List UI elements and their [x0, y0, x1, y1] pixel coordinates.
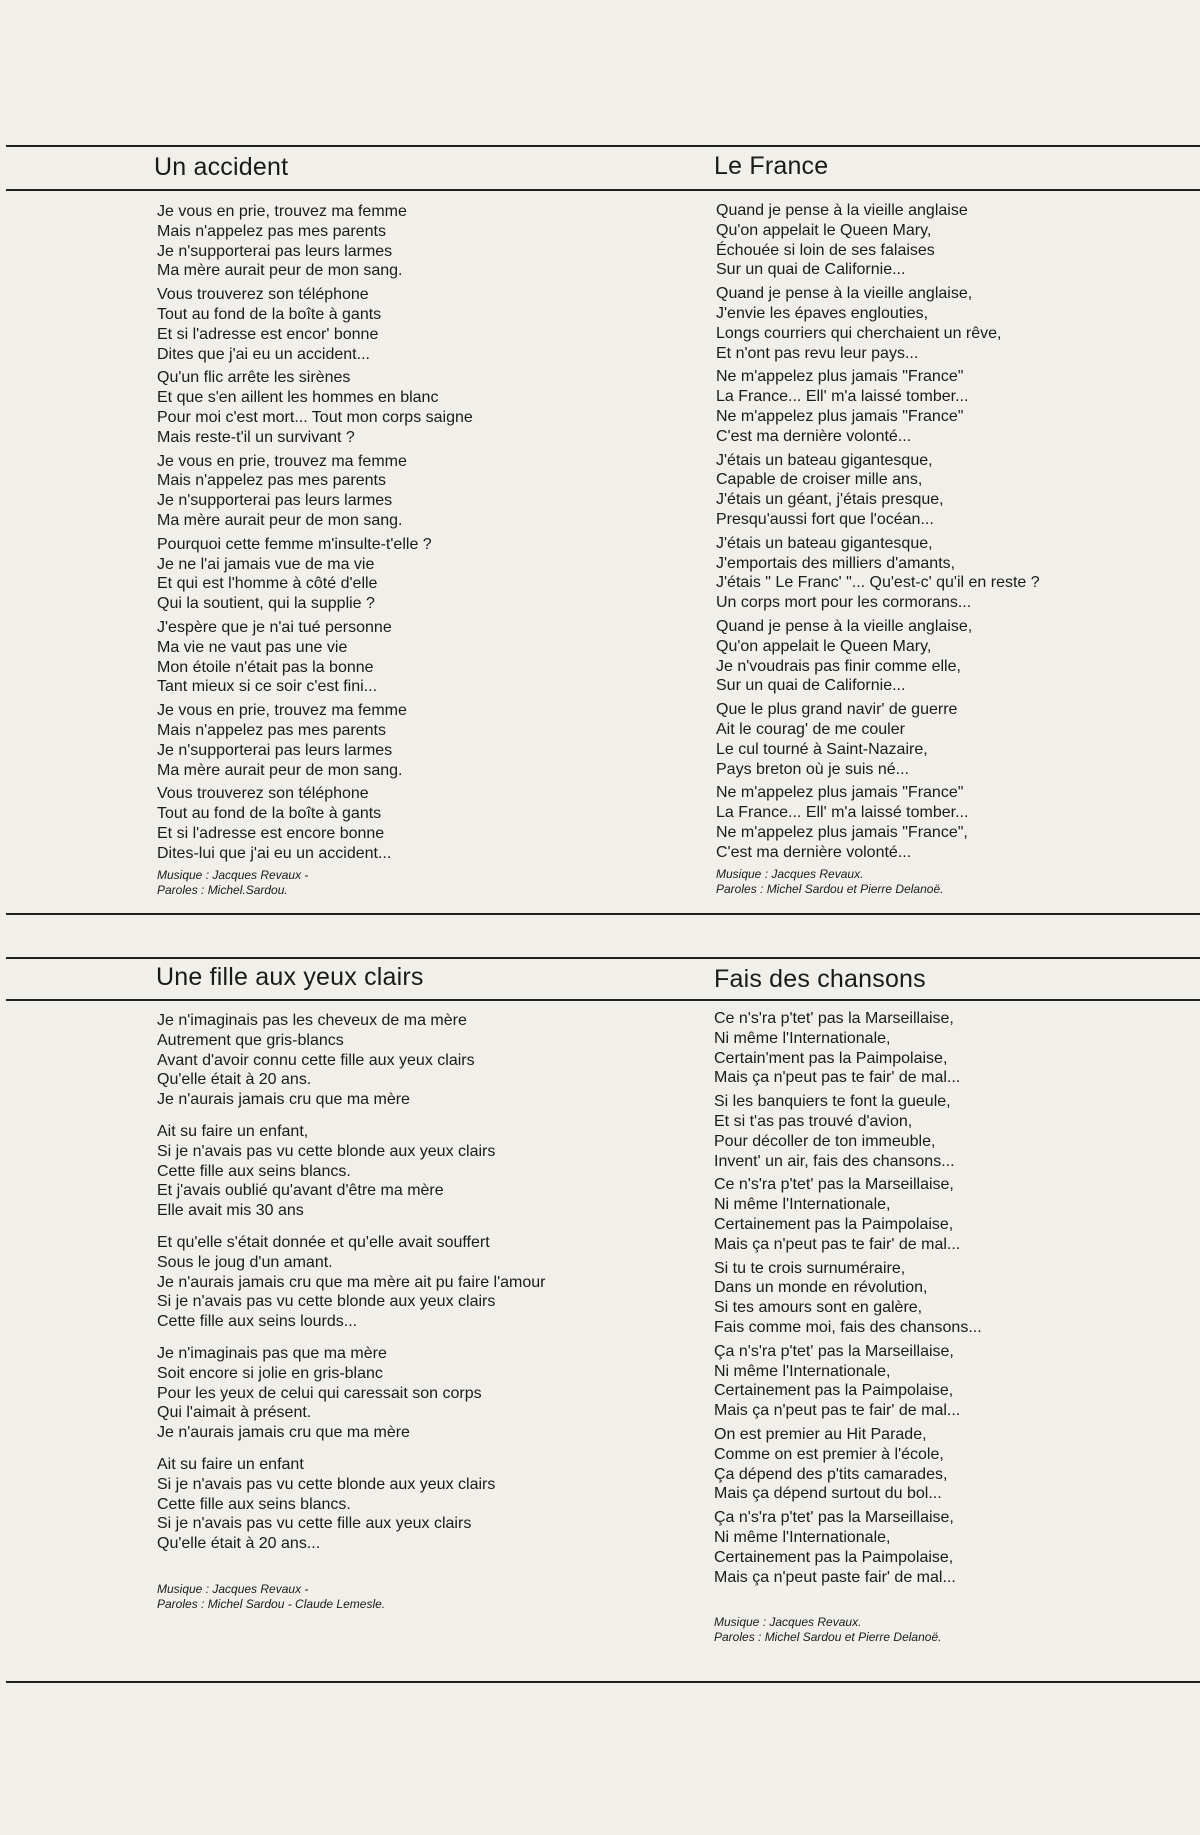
lyric-line: Ce n's'ra p'tet' pas la Marseillaise,: [714, 1010, 954, 1027]
lyric-line: Et si t'as pas trouvé d'avion,: [714, 1112, 913, 1130]
song-lyrics-une-fille-aux-yeux-clairs: [157, 1011, 546, 1612]
lyric-line: Vous trouverez son téléphone: [157, 286, 369, 304]
lyric-line: Vous trouverez son téléphone: [157, 785, 369, 803]
credit-line: Musique : Jacques Revaux -: [157, 867, 309, 882]
lyric-line: Qu'un flic arrête les sirènes: [157, 369, 351, 387]
lyric-line: Comme on est premier à l'école,: [714, 1445, 944, 1463]
lyric-stanza: [157, 701, 473, 780]
lyric-line: Avant d'avoir connu cette fille aux yeux clairs: [157, 1051, 475, 1069]
lyric-line: Je n'supporterai pas leurs larmes: [157, 492, 393, 510]
lyric-stanza: [157, 1122, 546, 1221]
lyric-line: Sous le joug d'un amant.: [157, 1253, 333, 1271]
lyric-stanza: [157, 1455, 546, 1554]
lyric-line: Je n'imaginais pas que ma mère: [157, 1344, 387, 1362]
lyric-line: Si tu te crois surnuméraire,: [714, 1259, 906, 1277]
song-credits: [157, 868, 473, 898]
bottom-rule-lower: [6, 999, 1200, 1001]
lyric-line: Et si l'adresse est encore bonne: [157, 824, 385, 842]
lyric-stanza: [157, 202, 473, 281]
lyric-stanza: [714, 1508, 982, 1587]
lyric-line: Ça dépend des p'tits camarades,: [714, 1465, 948, 1483]
song-credits: [716, 867, 1040, 897]
lyric-line: Pour les yeux de celui qui caressait son corps: [157, 1384, 482, 1402]
lyric-line: Si tes amours sont en galère,: [714, 1299, 923, 1317]
middle-rule-upper: [6, 913, 1200, 915]
lyric-line: Pourquoi cette femme m'insulte-t'elle ?: [157, 535, 432, 553]
lyric-line: Échouée si loin de ses falaises: [716, 241, 935, 259]
lyric-stanza: [157, 535, 473, 614]
lyric-line: Ne m'appelez plus jamais "France": [716, 407, 964, 425]
lyric-stanza: [716, 617, 1040, 696]
lyric-line: Mon étoile n'était pas la bonne: [157, 658, 374, 676]
lyric-line: Pour moi c'est mort... Tout mon corps saigne: [157, 408, 473, 426]
lyric-line: Mais n'appelez pas mes parents: [157, 222, 386, 240]
lyric-line: Et qu'elle s'était donnée et qu'elle avait souffert: [157, 1233, 490, 1251]
lyric-line: Qu'elle était à 20 ans...: [157, 1535, 321, 1553]
lyric-line: C'est ma dernière volonté...: [716, 427, 912, 445]
lyric-line: Mais ça n'peut pas te fair' de mal...: [714, 1402, 961, 1420]
top-rule-upper: [6, 145, 1200, 147]
lyric-line: Tant mieux si ce soir c'est fini...: [157, 678, 378, 696]
lyric-line: Je n'aurais jamais cru que ma mère ait pu faire l'amour: [157, 1273, 546, 1291]
credit-line: Musique : Jacques Revaux -: [157, 1581, 309, 1596]
lyric-stanza: [157, 368, 473, 447]
lyric-line: Ne m'appelez plus jamais "France": [716, 368, 964, 386]
lyric-line: Et si l'adresse est encor' bonne: [157, 325, 379, 343]
lyric-line: Je n'imaginais pas les cheveux de ma mère: [157, 1012, 467, 1029]
lyric-line: Je vous en prie, trouvez ma femme: [157, 203, 407, 220]
lyric-stanza: [714, 1092, 982, 1171]
lyric-stanza: [157, 452, 473, 531]
lyric-line: Certain'ment pas la Paimpolaise,: [714, 1049, 948, 1067]
lyric-stanza: [716, 700, 1040, 779]
lyric-line: Si je n'avais pas vu cette blonde aux yeux clairs: [157, 1142, 496, 1160]
lyric-line: Et que s'en aillent les hommes en blanc: [157, 389, 439, 407]
lyric-line: Si les banquiers te font la gueule,: [714, 1093, 951, 1111]
middle-rule-lower: [6, 957, 1200, 959]
lyric-line: La France... Ell' m'a laissé tomber...: [716, 388, 969, 406]
lyric-line: Ne m'appelez plus jamais "France": [716, 784, 964, 802]
lyric-line: Je n'supporterai pas leurs larmes: [157, 242, 393, 260]
lyric-line: Autrement que gris-blancs: [157, 1031, 344, 1049]
song-title: Le France: [714, 152, 829, 180]
lyric-line: Je n'voudrais pas finir comme elle,: [716, 657, 961, 675]
lyric-line: Sur un quai de Californie...: [716, 261, 906, 279]
lyric-line: Si je n'avais pas vu cette fille aux yeux clairs: [157, 1515, 472, 1533]
song-title: Fais des chansons: [714, 965, 926, 993]
lyric-line: Qui l'aimait à présent.: [157, 1404, 312, 1422]
lyric-line: Ma vie ne vaut pas une vie: [157, 638, 348, 656]
lyric-line: Ce n's'ra p'tet' pas la Marseillaise,: [714, 1176, 954, 1194]
lyric-line: C'est ma dernière volonté...: [716, 843, 912, 861]
lyric-line: Mais ça n'peut pas te fair' de mal...: [714, 1069, 961, 1087]
lyric-line: Mais ça n'peut pas te fair' de mal...: [714, 1235, 961, 1253]
lyric-line: Qui la soutient, qui la supplie ?: [157, 595, 375, 613]
top-rule-lower: [6, 189, 1200, 191]
lyric-line: Qu'on appelait le Queen Mary,: [716, 637, 932, 655]
lyric-line: Si je n'avais pas vu cette blonde aux yeux clairs: [157, 1293, 496, 1311]
lyric-stanza: [714, 1175, 982, 1254]
lyric-line: Ait su faire un enfant: [157, 1455, 304, 1473]
lyric-stanza: [716, 367, 1040, 446]
credit-line: Paroles : Michel Sardou et Pierre Delanoë.: [716, 881, 944, 896]
lyric-stanza: [716, 284, 1040, 363]
song-lyrics-un-accident: [157, 202, 473, 898]
lyric-line: Ait le courag' de me couler: [716, 720, 905, 738]
lyric-line: On est premier au Hit Parade,: [714, 1425, 927, 1443]
lyric-line: Ni même l'Internationale,: [714, 1196, 891, 1214]
lyric-line: Quand je pense à la vieille anglaise: [716, 202, 968, 219]
lyric-line: Ça n's'ra p'tet' pas la Marseillaise,: [714, 1342, 954, 1360]
lyric-line: Mais ça dépend surtout du bol...: [714, 1485, 942, 1503]
lyric-line: Tout au fond de la boîte à gants: [157, 305, 382, 323]
lyric-line: Capable de croiser mille ans,: [716, 471, 923, 489]
lyric-line: Certainement pas la Paimpolaise,: [714, 1548, 954, 1566]
lyric-stanza: [716, 451, 1040, 530]
lyric-stanza: [157, 1011, 546, 1110]
lyric-line: Je n'aurais jamais cru que ma mère: [157, 1091, 410, 1109]
lyric-line: Longs courriers qui cherchaient un rêve,: [716, 324, 1002, 342]
lyric-line: Certainement pas la Paimpolaise,: [714, 1215, 954, 1233]
lyric-line: Ma mère aurait peur de mon sang.: [157, 761, 403, 779]
lyric-line: J'espère que je n'ai tué personne: [157, 618, 392, 636]
lyric-line: J'étais " Le Franc' "... Qu'est-c' qu'il en reste ?: [716, 574, 1040, 592]
lyric-line: J'étais un bateau gigantesque,: [716, 534, 933, 552]
lyric-stanza: [157, 618, 473, 697]
lyric-stanza: [157, 285, 473, 364]
lyric-line: Mais n'appelez pas mes parents: [157, 721, 386, 739]
lyric-stanza: [157, 1233, 546, 1332]
lyric-line: Tout au fond de la boîte à gants: [157, 805, 382, 823]
credit-line: Paroles : Michel Sardou et Pierre Delanoë.: [714, 1630, 942, 1645]
lyric-line: Cette fille aux seins blancs.: [157, 1162, 351, 1180]
lyric-stanza: [714, 1425, 982, 1504]
lyric-line: Je n'aurais jamais cru que ma mère: [157, 1424, 410, 1442]
lyric-line: Dites que j'ai eu un accident...: [157, 345, 370, 363]
lyric-line: Cette fille aux seins blancs.: [157, 1495, 351, 1513]
song-title: Un accident: [154, 153, 289, 181]
lyric-line: Je vous en prie, trouvez ma femme: [157, 452, 407, 470]
lyric-line: Si je n'avais pas vu cette blonde aux yeux clairs: [157, 1475, 496, 1493]
credit-line: Paroles : Michel Sardou - Claude Lemesle.: [157, 1596, 386, 1611]
lyric-line: Je vous en prie, trouvez ma femme: [157, 702, 407, 720]
lyric-line: Qu'on appelait le Queen Mary,: [716, 221, 932, 239]
lyric-line: Sur un quai de Californie...: [716, 677, 906, 695]
lyric-line: Mais ça n'peut paste fair' de mal...: [714, 1568, 956, 1586]
lyric-line: La France... Ell' m'a laissé tomber...: [716, 804, 969, 822]
lyric-line: Presqu'aussi fort que l'océan...: [716, 510, 934, 528]
song-title: Une fille aux yeux clairs: [156, 963, 424, 991]
lyric-line: Quand je pense à la vieille anglaise,: [716, 617, 973, 635]
credit-line: Musique : Jacques Revaux.: [714, 1615, 862, 1630]
lyric-line: Ma mère aurait peur de mon sang.: [157, 511, 403, 529]
lyric-line: Ni même l'Internationale,: [714, 1029, 891, 1047]
lyric-line: Ait su faire un enfant,: [157, 1122, 309, 1140]
lyric-stanza: [716, 201, 1040, 280]
lyric-line: Pour décoller de ton immeuble,: [714, 1132, 936, 1150]
lyric-line: Un corps mort pour les cormorans...: [716, 594, 972, 612]
lyric-line: Que le plus grand navir' de guerre: [716, 701, 958, 719]
lyric-line: Je ne l'ai jamais vue de ma vie: [157, 555, 375, 573]
lyric-line: Qu'elle était à 20 ans.: [157, 1071, 312, 1089]
lyric-line: Mais n'appelez pas mes parents: [157, 472, 386, 490]
lyric-line: Et j'avais oublié qu'avant d'être ma mère: [157, 1182, 444, 1200]
lyric-stanza: [714, 1259, 982, 1338]
lyric-line: Ni même l'Internationale,: [714, 1362, 891, 1380]
lyric-stanza: [714, 1009, 982, 1088]
lyric-line: Ni même l'Internationale,: [714, 1528, 891, 1546]
song-lyrics-le-france: [716, 201, 1040, 897]
lyric-line: Ma mère aurait peur de mon sang.: [157, 262, 403, 280]
lyric-stanza: [157, 784, 473, 863]
lyric-line: Et n'ont pas revu leur pays...: [716, 344, 919, 362]
lyric-line: Elle avait mis 30 ans: [157, 1202, 304, 1220]
lyric-stanza: [157, 1344, 546, 1443]
lyric-line: Dites-lui que j'ai eu un accident...: [157, 844, 392, 862]
lyric-line: J'emportais des milliers d'amants,: [716, 554, 956, 572]
lyric-line: J'envie les épaves englouties,: [716, 304, 929, 322]
lyric-line: Cette fille aux seins lourds...: [157, 1313, 358, 1331]
lyric-line: Ça n's'ra p'tet' pas la Marseillaise,: [714, 1509, 954, 1527]
lyric-line: Fais comme moi, fais des chansons...: [714, 1318, 982, 1336]
credit-line: Musique : Jacques Revaux.: [716, 866, 864, 881]
song-credits: [157, 1582, 546, 1612]
lyric-line: Dans un monde en révolution,: [714, 1279, 928, 1297]
lyric-line: Quand je pense à la vieille anglaise,: [716, 285, 973, 303]
lyric-line: Ne m'appelez plus jamais "France",: [716, 823, 968, 841]
lyric-stanza: [716, 534, 1040, 613]
page-bottom-rule: [6, 1681, 1200, 1683]
lyric-line: Pays breton où je suis né...: [716, 760, 909, 778]
lyric-line: Je n'supporterai pas leurs larmes: [157, 741, 393, 759]
lyric-line: Soit encore si jolie en gris-blanc: [157, 1364, 383, 1382]
lyric-line: Certainement pas la Paimpolaise,: [714, 1382, 954, 1400]
lyric-line: Mais reste-t'il un survivant ?: [157, 428, 355, 446]
lyric-stanza: [714, 1342, 982, 1421]
lyric-line: J'étais un bateau gigantesque,: [716, 451, 933, 469]
lyric-line: J'étais un géant, j'étais presque,: [716, 491, 944, 509]
song-credits: [714, 1615, 982, 1645]
song-lyrics-fais-des-chansons: [714, 1009, 982, 1645]
lyric-line: Invent' un air, fais des chansons...: [714, 1152, 955, 1170]
credit-line: Paroles : Michel.Sardou.: [157, 882, 288, 897]
lyric-line: Le cul tourné à Saint-Nazaire,: [716, 740, 928, 758]
lyric-line: Et qui est l'homme à côté d'elle: [157, 575, 378, 593]
lyric-stanza: [716, 783, 1040, 862]
